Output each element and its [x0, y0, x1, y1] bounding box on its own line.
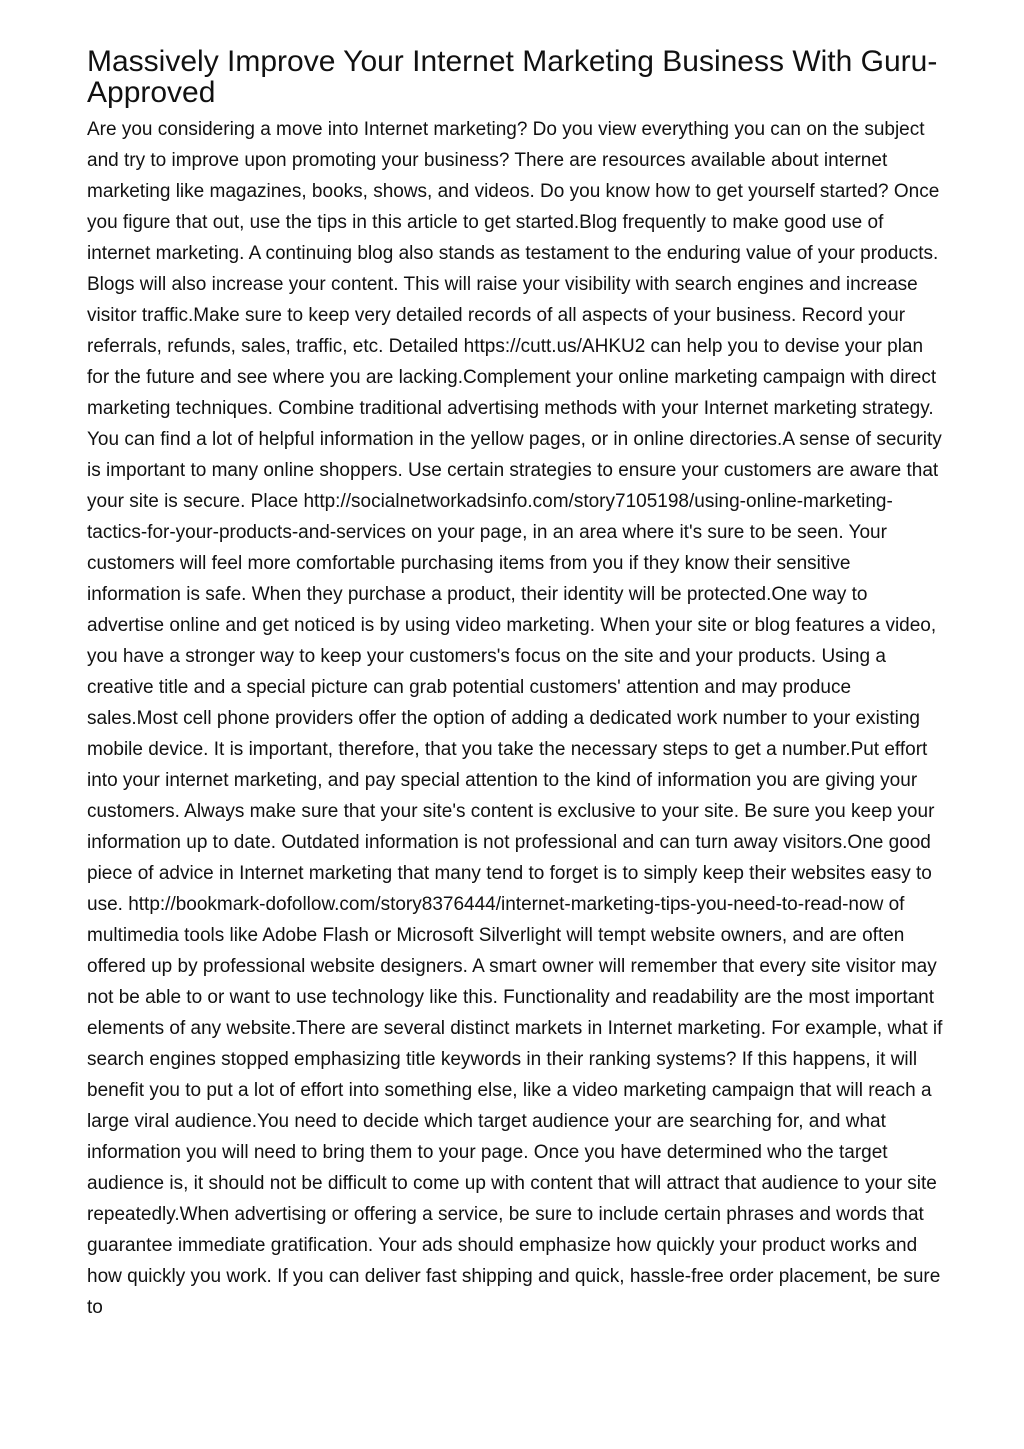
document-title: Massively Improve Your Internet Marketing Business With Guru-Approved — [87, 45, 938, 109]
document-body: Are you considering a move into Internet marketing? Do you view everything you can on the subject and try to improve upon promoting your business? There are resources available about internet marketing like magazines, books, shows, and videos. Do you know how to get yourself started? Once you figure that out, use the tips in this article to get started.Blog frequently to make good use of internet marketing. A continuing blog also stands as testament to the enduring value of your products. Blogs will also increase your content. This will raise your visibility with search engines and increase visitor traffic.Make sure to keep very detailed records of all aspects of your business. Record your referrals, refunds, sales, traffic, etc. Detailed https://cutt.us/AHKU2 can help you to devise your plan for the future and see where you are lacking.Complement your online marketing campaign with direct marketing techniques. Combine traditional advertising methods with your Internet marketing strategy. You can find a lot of helpful information in the yellow pages, or in online directories.A sense of security is important to many online shoppers. Use certain strategies to ensure your customers are aware that your site is secure. Place http://socialnetworkadsinfo.com/story7105198/using-online-marketing-tactics-for-your-products-and-services on your page, in an area where it's sure to be seen. Your customers will feel more comfortable purchasing items from you if they know their sensitive information is safe. When they purchase a product, their identity will be protected.One way to advertise online and get noticed is by using video marketing. When your site or blog features a video, you have a stronger way to keep your customers's focus on the site and your products. Using a creative title and a special picture can grab potential customers' attention and may produce sales.Most cell phone providers offer the option of adding a dedicated work number to your existing mobile device. It is important, therefore, that you take the necessary steps to get a number.Put effort into your internet marketing, and pay special attention to the kind of information you are giving your customers. Always make sure that your site's content is exclusive to your site. Be sure you keep your information up to date. Outdated information is not professional and can turn away visitors.One good piece of advice in Internet marketing that many tend to forget is to simply keep their websites easy to use. http://bookmark-dofollow.com/story8376444/internet-marketing-tips-you-need-to-read-now of multimedia tools like Adobe Flash or Microsoft Silverlight will tempt website owners, and are often offered up by professional website designers. A smart owner will remember that every site visitor may not be able to or want to use technology like this. Functionality and readability are the most important elements of any website.There are several distinct markets in Internet marketing. For example, what if search engines stopped emphasizing title keywords in their ranking systems? If this happens, it will benefit you to put a lot of effort into something else, like a video marketing campaign that will reach a large viral audience.You need to decide which target audience your are searching for, and what information you will need to bring them to your page. Once you have determined who the target audience is, it should not be difficult to come up with content that will attract that audience to your site repeatedly.When advertising or offering a service, be sure to include certain phrases and words that guarantee immediate gratification. Your ads should emphasize how quickly your product works and how quickly you work. If you can deliver fast shipping and quick, hassle-free order placement, be sure to — [87, 119, 943, 1318]
